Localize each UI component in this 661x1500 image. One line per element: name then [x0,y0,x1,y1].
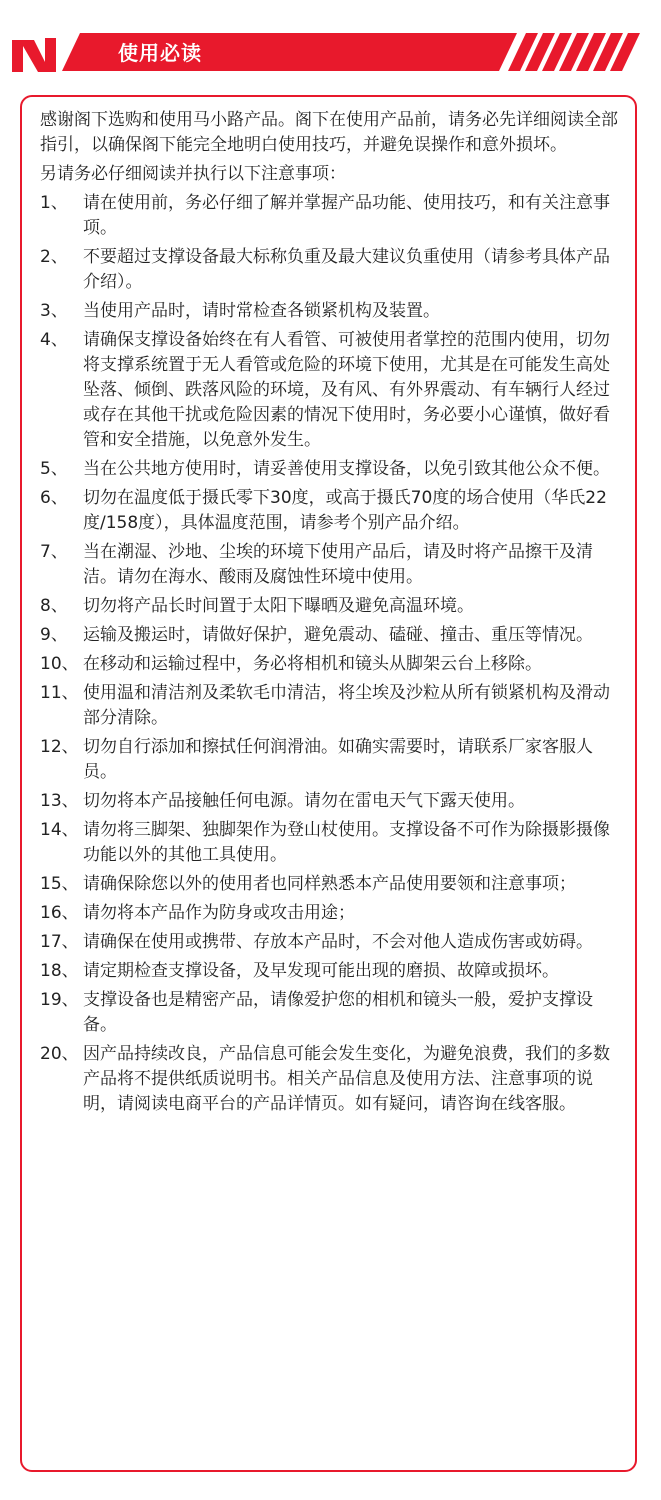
item-number: 19、 [40,990,79,1010]
list-item [40,486,624,536]
item-number: 7、 [40,542,68,562]
item-number: 15、 [40,874,79,894]
item-number: 17、 [40,932,79,952]
item-text: 请确保在使用或携带、存放本产品时，不会对他人造成伤害或妨碍。 [83,932,593,952]
item-text: 请确保除您以外的使用者也同样熟悉本产品使用要领和注意事项； [83,874,576,894]
item-text: 切勿将本产品接触任何电源。请勿在雷电天气下露天使用。 [83,791,525,811]
notice-heading: 另请务必仔细阅读并执行以下注意事项： [40,164,346,184]
item-text: 运输及搬运时，请做好保护，避免震动、磕碰、撞击、重压等情况。 [83,625,593,645]
notice-list [40,191,624,1117]
item-text: 请确保支撑设备始终在有人看管、可被使用者掌控的范围内使用，切勿将支撑系统置于无人看管或危险的环境下使用，尤其是在可能发生高处坠落、倾倒、跌落风险的环境，及有风、有外界震动、有车辆行人经过或存在其他干扰或危险因素的情况下使用时，务必要小心谨慎，做好看管和安全措施，以免意外发生。 [83,330,610,450]
item-number: 4、 [40,330,68,350]
list-item [40,988,624,1038]
item-text: 当在潮湿、沙地、尘埃的环境下使用产品后，请及时将产品擦干及清洁。请勿在海水、酸雨及腐蚀性环境中使用。 [83,542,593,587]
item-text: 请勿将本产品作为防身或攻击用途； [83,903,355,923]
item-number: 1、 [40,193,68,213]
list-item [40,623,624,648]
list-item [40,681,624,731]
item-text: 当使用产品时，请时常检查各锁紧机构及装置。 [83,301,440,321]
item-number: 18、 [40,961,79,981]
list-item [40,735,624,785]
list-item [40,901,624,926]
list-item [40,457,624,482]
item-number: 11、 [40,683,79,703]
item-number: 12、 [40,737,79,757]
item-number: 9、 [40,625,68,645]
header [0,0,661,80]
list-item [40,191,624,241]
item-text: 请在使用前，务必仔细了解并掌握产品功能、使用技巧，和有关注意事项。 [83,193,610,238]
item-number: 13、 [40,791,79,811]
brand-logo-icon [12,32,56,72]
item-text: 不要超过支撑设备最大标称负重及最大建议负重使用（请参考具体产品介绍）。 [83,247,610,292]
list-item [40,1042,624,1117]
item-text: 请勿将三脚架、独脚架作为登山杖使用。支撑设备不可作为除摄影摄像功能以外的其他工具使用。 [83,820,610,865]
list-item [40,872,624,897]
item-number: 8、 [40,596,68,616]
list-item [40,959,624,984]
item-number: 20、 [40,1044,79,1064]
list-item [40,818,624,868]
item-text: 使用温和清洁剂及柔软毛巾清洁，将尘埃及沙粒从所有锁紧机构及滑动部分清除。 [83,683,610,728]
item-text: 切勿将产品长时间置于太阳下曝晒及避免高温环境。 [83,596,474,616]
list-item [40,299,624,324]
item-number: 10、 [40,654,79,674]
item-number: 16、 [40,903,79,923]
item-number: 3、 [40,301,68,321]
item-text: 在移动和运输过程中，务必将相机和镜头从脚架云台上移除。 [83,654,542,674]
list-item [40,789,624,814]
item-number: 2、 [40,247,68,267]
item-number: 14、 [40,820,79,840]
intro-paragraph: 感谢阁下选购和使用马小路产品。阁下在使用产品前，请务必先详细阅读全部指引，以确保阁下能完全地明白使用技巧，并避免误操作和意外损坏。 [40,110,618,155]
item-number: 5、 [40,459,68,479]
list-item [40,540,624,590]
list-item [40,245,624,295]
item-text: 切勿自行添加和擦拭任何润滑油。如确实需要时，请联系厂家客服人员。 [83,737,593,782]
list-item [40,328,624,453]
notice-content [40,108,624,1121]
list-item [40,652,624,677]
page-title: 使用必读 [118,41,202,65]
item-text: 当在公共地方使用时，请妥善使用支撑设备，以免引致其他公众不便。 [83,459,610,479]
list-item [40,930,624,955]
item-text: 切勿在温度低于摄氏零下30度，或高于摄氏70度的场合使用（华氏22度/158度），具体温度范围，请参考个别产品介绍。 [83,488,607,533]
item-text: 支撑设备也是精密产品，请像爱护您的相机和镜头一般，爱护支撑设备。 [83,990,593,1035]
item-text: 因产品持续改良，产品信息可能会发生变化，为避免浪费，我们的多数产品将不提供纸质说明书。相关产品信息及使用方法、注意事项的说明，请阅读电商平台的产品详情页。如有疑问，请咨询在线客服。 [83,1044,610,1114]
item-text: 请定期检查支撑设备，及早发现可能出现的磨损、故障或损坏。 [83,961,559,981]
list-item [40,594,624,619]
item-number: 6、 [40,488,68,508]
